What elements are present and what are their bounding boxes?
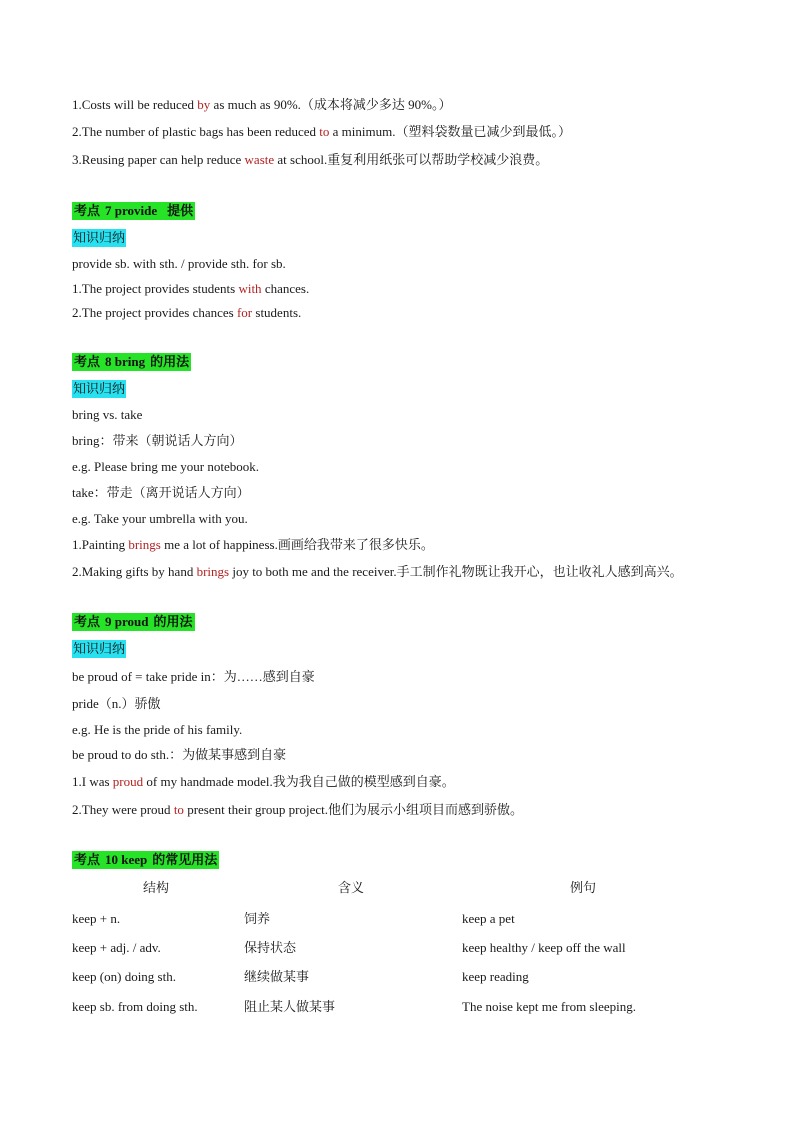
table-cell-meaning: 保持状态 — [244, 940, 297, 955]
table-cell-structure: keep + adj. / adv. — [72, 940, 161, 955]
text: 1.I was — [72, 774, 113, 789]
header-tag: 考点 — [74, 614, 101, 629]
section-7-header — [72, 202, 195, 220]
table-header-row — [0, 878, 794, 898]
header-topic: 8 bring — [105, 354, 146, 369]
highlight-word: to — [173, 802, 184, 817]
header-topic: 9 proud — [105, 614, 149, 629]
highlight-word: brings — [128, 537, 161, 552]
section-7-pattern: provide sb. with sth. / provide sth. for sb. — [72, 256, 286, 271]
header-meaning: 提供 — [167, 203, 194, 218]
text: present their group project.他们为展示小组项目而感到骄傲。 — [183, 802, 523, 817]
header-meaning: 的用法 — [153, 614, 193, 629]
knowledge-label-7: 知识归纳 — [73, 230, 126, 245]
text: a minimum.（塑料袋数量已减少到最低。） — [329, 124, 571, 139]
highlight-word: by — [197, 97, 211, 112]
text: 1.Costs will be reduced — [72, 97, 198, 112]
table-row — [72, 997, 732, 1017]
text: students. — [252, 305, 302, 320]
header-meaning: 的常见用法 — [152, 852, 218, 867]
section-8-line-2: bring：带来（朝说话人方向） — [72, 433, 243, 448]
header-tag: 考点 — [74, 354, 101, 369]
header-meaning: 的用法 — [150, 354, 190, 369]
table-cell-meaning: 阻止某人做某事 — [244, 999, 336, 1014]
text: 3.Reusing paper can help reduce — [72, 152, 245, 167]
column-header-meaning: 含义 — [338, 880, 365, 895]
text: chances. — [261, 281, 310, 296]
table-cell-example: The noise kept me from sleeping. — [462, 999, 637, 1014]
text: 2.The number of plastic bags has been reduced — [72, 124, 320, 139]
section-9-example-2 — [72, 801, 523, 819]
text: at school.重复利用纸张可以帮助学校减少浪费。 — [274, 152, 549, 167]
table-cell-meaning: 饲养 — [244, 911, 271, 926]
header-tag: 考点 — [74, 852, 101, 867]
knowledge-label-8: 知识归纳 — [73, 381, 126, 396]
text: 2.They were proud — [72, 802, 174, 817]
column-header-structure: 结构 — [143, 880, 170, 895]
highlight-word: to — [319, 124, 330, 139]
highlight-word: with — [238, 281, 262, 296]
table-cell-example: keep healthy / keep off the wall — [462, 940, 626, 955]
section-9-line-3: e.g. He is the pride of his family. — [72, 722, 243, 737]
section-8-example-2 — [72, 563, 683, 581]
section-9-line-2: pride（n.）骄傲 — [72, 696, 161, 711]
column-header-example: 例句 — [570, 880, 597, 895]
table-cell-meaning: 继续做某事 — [244, 969, 310, 984]
text: 2.Making gifts by hand — [72, 564, 197, 579]
section-8-line-5: e.g. Take your umbrella with you. — [72, 511, 248, 526]
text: of my handmade model.我为我自己做的模型感到自豪。 — [143, 774, 455, 789]
table-cell-example: keep reading — [462, 969, 529, 984]
text: me a lot of happiness.画画给我带来了很多快乐。 — [160, 537, 434, 552]
text: 2.The project provides chances — [72, 305, 237, 320]
section-8-line-1: bring vs. take — [72, 407, 143, 422]
header-topic: 7 provide — [105, 203, 158, 218]
section-8-line-3: e.g. Please bring me your notebook. — [72, 459, 260, 474]
section-9-line-1: be proud of = take pride in：为……感到自豪 — [72, 669, 315, 684]
knowledge-label-9: 知识归纳 — [73, 641, 126, 656]
table-row — [72, 909, 732, 929]
highlight-word: brings — [196, 564, 230, 579]
header-tag: 考点 — [74, 203, 101, 218]
table-cell-structure: keep sb. from doing sth. — [72, 999, 198, 1014]
highlight-word: waste — [244, 152, 275, 167]
table-cell-example: keep a pet — [462, 911, 515, 926]
text: as much as 90%.（成本将减少多达 90%。） — [210, 97, 452, 112]
section-9-header — [72, 613, 195, 631]
highlight-word: for — [236, 305, 253, 320]
header-topic: 10 keep — [105, 852, 148, 867]
table-cell-structure: keep (on) doing sth. — [72, 969, 176, 984]
section-7-example-2 — [72, 304, 301, 322]
intro-line-3 — [72, 151, 548, 169]
section-7-example-1 — [72, 280, 309, 298]
section-8-header — [72, 353, 191, 371]
section-9-line-4: be proud to do sth.：为做某事感到自豪 — [72, 747, 287, 762]
intro-line-1 — [72, 96, 452, 114]
table-row — [72, 967, 732, 987]
section-10-header — [72, 851, 219, 869]
table-cell-structure: keep + n. — [72, 911, 121, 926]
table-row — [72, 938, 732, 958]
text: 1.Painting — [72, 537, 129, 552]
text: joy to both me and the receiver.手工制作礼物既让我开心，也让收礼人感到高兴。 — [229, 564, 683, 579]
section-8-line-4: take：带走（离开说话人方向） — [72, 485, 250, 500]
section-9-example-1 — [72, 773, 455, 791]
highlight-word: proud — [112, 774, 144, 789]
intro-line-2 — [72, 123, 571, 141]
text: 1.The project provides students — [72, 281, 239, 296]
section-8-example-1 — [72, 536, 434, 554]
